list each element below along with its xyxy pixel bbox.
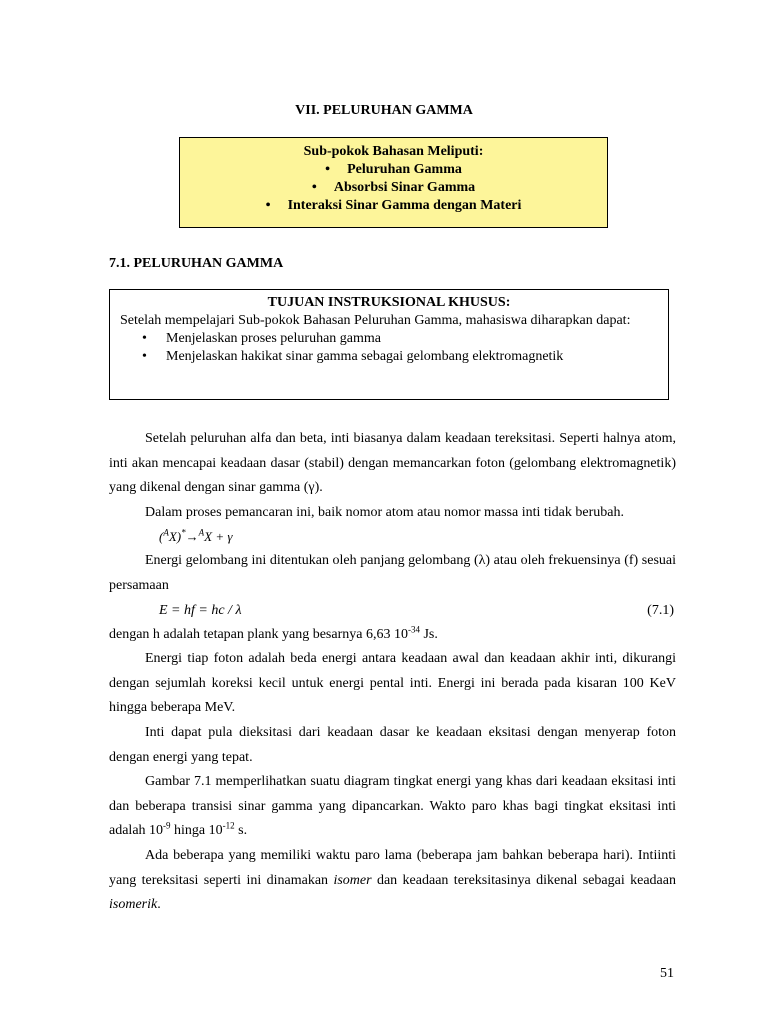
equation-number: (7.1) xyxy=(647,602,674,618)
bullet-icon: • xyxy=(311,180,317,195)
bullet-icon: • xyxy=(265,198,271,213)
objectives-intro: Setelah mempelajari Sub-pokok Bahasan Peluruhan Gamma, mahasiswa diharapkan dapat: xyxy=(120,313,631,328)
body-text xyxy=(109,427,676,918)
objective-item xyxy=(142,330,658,348)
page-number: 51 xyxy=(660,966,674,981)
subtopic-item xyxy=(180,161,607,179)
subtopic-item xyxy=(180,197,607,215)
subtopic-label: Interaksi Sinar Gamma dengan Materi xyxy=(287,198,522,213)
bullet-icon: • xyxy=(325,162,331,177)
objective-label: Menjelaskan proses peluruhan gamma xyxy=(166,331,381,346)
paragraph: dengan h adalah tetapan plank yang besarnya 6,63 $10^{-34}$ Js. xyxy=(109,623,438,642)
objectives-list xyxy=(120,330,658,366)
chapter-title: VII. PELURUHAN GAMMA xyxy=(295,103,473,118)
arrow-icon: → xyxy=(185,529,199,545)
paragraph: Energi gelombang ini ditentukan oleh panjang gelombang (λ) atau oleh frekuensinya (f) sesuai persamaan xyxy=(109,553,676,593)
paragraph: Energi tiap foton adalah beda energi antara keadaan awal dan keadaan akhir inti, dikurangi dengan sejumlah koreksi kecil untuk energi pental inti. Energi ini berada pada kisaran 100 KeV hingga beberapa MeV. xyxy=(109,651,676,716)
subtopic-label: Peluruhan Gamma xyxy=(347,162,462,177)
subtopics-heading: Sub-pokok Bahasan Meliputi: xyxy=(303,144,484,159)
bullet-icon: • xyxy=(142,331,147,346)
paragraph: Setelah peluruhan alfa dan beta, inti biasanya dalam keadaan tereksitasi. Seperti halnya atom, inti akan mencapai keadaan dasar (stabil) dengan memancarkan foton (gelombang elektromagnetik) yang dikenal dengan sinar gamma (γ). xyxy=(109,431,676,496)
subtopics-box xyxy=(179,137,608,228)
objective-label: Menjelaskan hakikat sinar gamma sebagai gelombang elektromagnetik xyxy=(166,349,564,364)
paragraph: Ada beberapa yang memiliki waktu paro lama (beberapa jam bahkan beberapa hari). Intiinti yang tereksitasi seperti ini dinamakan isomer dan keadaan tereksitasinya dikenal sebagai keadaan isomerik. xyxy=(109,847,676,913)
paragraph: Dalam proses pemancaran ini, baik nomor atom atau nomor massa inti tidak berubah. xyxy=(145,504,624,520)
objectives-box xyxy=(109,289,669,400)
equation: E = hf = hc / λ xyxy=(159,602,242,618)
decay-reaction: ($^A$X)*→$^A$X + γ xyxy=(159,528,233,545)
bullet-icon: • xyxy=(142,349,147,364)
paragraph: Gambar 7.1 memperlihatkan suatu diagram tingkat energi yang khas dari keadaan eksitasi inti dan beberapa transisi sinar gamma yang dipancarkan. Wakto paro khas bagi tingkat eksitasi inti adalah $10^{-9}$ hinga $10^{-12}$ s. xyxy=(109,774,676,839)
section-heading: 7.1. PELURUHAN GAMMA xyxy=(109,256,284,271)
paragraph: Inti dapat pula dieksitasi dari keadaan dasar ke keadaan eksitasi dengan menyerap foton dengan energi yang tepat. xyxy=(109,724,676,765)
subtopic-label: Absorbsi Sinar Gamma xyxy=(333,180,476,195)
objectives-title: TUJUAN INSTRUKSIONAL KHUSUS: xyxy=(267,295,511,310)
subtopic-item xyxy=(180,179,607,197)
objective-item xyxy=(142,348,658,366)
equation-line xyxy=(109,599,676,623)
